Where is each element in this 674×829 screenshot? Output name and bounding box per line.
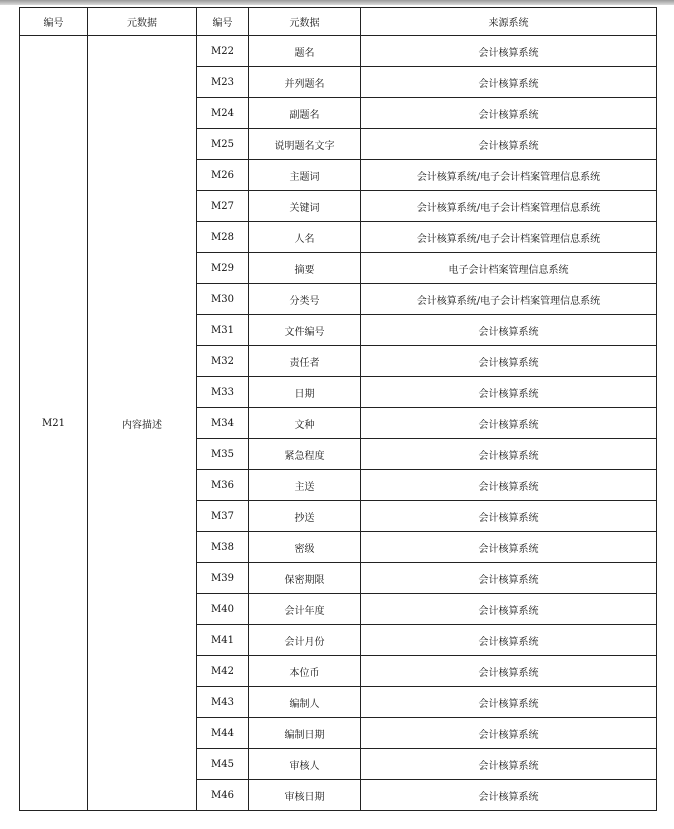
row-source-cell: 会计核算系统 <box>361 656 657 687</box>
row-source-cell: 电子会计档案管理信息系统 <box>361 253 657 284</box>
row-code-cell: M35 <box>197 439 249 470</box>
row-code-cell: M22 <box>197 36 249 67</box>
row-name-cell: 文件编号 <box>249 315 361 346</box>
row-code-cell: M34 <box>197 408 249 439</box>
row-source-cell: 会计核算系统 <box>361 501 657 532</box>
row-source-cell: 会计核算系统 <box>361 377 657 408</box>
row-name-cell: 摘要 <box>249 253 361 284</box>
row-code-cell: M29 <box>197 253 249 284</box>
row-name-cell: 主送 <box>249 470 361 501</box>
header-code: 编号 <box>20 8 88 36</box>
row-code-cell: M30 <box>197 284 249 315</box>
row-source-cell: 会计核算系统 <box>361 563 657 594</box>
row-source-cell: 会计核算系统/电子会计档案管理信息系统 <box>361 284 657 315</box>
row-name-cell: 主题词 <box>249 160 361 191</box>
row-code-cell: M45 <box>197 749 249 780</box>
row-source-cell: 会计核算系统 <box>361 98 657 129</box>
row-code-cell: M24 <box>197 98 249 129</box>
row-name-cell: 说明题名文字 <box>249 129 361 160</box>
row-name-cell: 本位币 <box>249 656 361 687</box>
row-name-cell: 文种 <box>249 408 361 439</box>
row-name-cell: 并列题名 <box>249 67 361 98</box>
row-name-cell: 分类号 <box>249 284 361 315</box>
group-code-cell: M21 <box>20 36 88 811</box>
row-code-cell: M33 <box>197 377 249 408</box>
header-source-system: 来源系统 <box>361 8 657 36</box>
row-code-cell: M36 <box>197 470 249 501</box>
row-code-cell: M28 <box>197 222 249 253</box>
header-sub-code: 编号 <box>197 8 249 36</box>
row-source-cell: 会计核算系统/电子会计档案管理信息系统 <box>361 160 657 191</box>
row-name-cell: 编制日期 <box>249 718 361 749</box>
row-name-cell: 日期 <box>249 377 361 408</box>
row-name-cell: 编制人 <box>249 687 361 718</box>
row-name-cell: 抄送 <box>249 501 361 532</box>
row-code-cell: M39 <box>197 563 249 594</box>
row-name-cell: 会计年度 <box>249 594 361 625</box>
row-code-cell: M23 <box>197 67 249 98</box>
header-sub-metadata: 元数据 <box>249 8 361 36</box>
row-code-cell: M43 <box>197 687 249 718</box>
row-code-cell: M41 <box>197 625 249 656</box>
row-source-cell: 会计核算系统 <box>361 749 657 780</box>
table-body <box>20 36 657 811</box>
row-name-cell: 副题名 <box>249 98 361 129</box>
row-name-cell: 责任者 <box>249 346 361 377</box>
row-source-cell: 会计核算系统 <box>361 718 657 749</box>
row-name-cell: 题名 <box>249 36 361 67</box>
row-name-cell: 审核人 <box>249 749 361 780</box>
table-row <box>20 36 657 67</box>
row-source-cell: 会计核算系统 <box>361 625 657 656</box>
row-source-cell: 会计核算系统 <box>361 408 657 439</box>
row-name-cell: 人名 <box>249 222 361 253</box>
row-source-cell: 会计核算系统 <box>361 67 657 98</box>
row-name-cell: 关键词 <box>249 191 361 222</box>
row-source-cell: 会计核算系统 <box>361 36 657 67</box>
row-code-cell: M38 <box>197 532 249 563</box>
row-code-cell: M40 <box>197 594 249 625</box>
group-name-cell: 内容描述 <box>88 36 197 811</box>
row-code-cell: M44 <box>197 718 249 749</box>
row-source-cell: 会计核算系统/电子会计档案管理信息系统 <box>361 191 657 222</box>
row-source-cell: 会计核算系统 <box>361 532 657 563</box>
row-code-cell: M46 <box>197 780 249 811</box>
table-header-row <box>20 8 657 36</box>
row-source-cell: 会计核算系统 <box>361 470 657 501</box>
row-source-cell: 会计核算系统 <box>361 594 657 625</box>
row-name-cell: 会计月份 <box>249 625 361 656</box>
row-code-cell: M25 <box>197 129 249 160</box>
row-source-cell: 会计核算系统/电子会计档案管理信息系统 <box>361 222 657 253</box>
row-source-cell: 会计核算系统 <box>361 687 657 718</box>
row-source-cell: 会计核算系统 <box>361 129 657 160</box>
row-code-cell: M42 <box>197 656 249 687</box>
row-code-cell: M27 <box>197 191 249 222</box>
row-name-cell: 密级 <box>249 532 361 563</box>
row-code-cell: M31 <box>197 315 249 346</box>
row-source-cell: 会计核算系统 <box>361 780 657 811</box>
row-code-cell: M37 <box>197 501 249 532</box>
row-source-cell: 会计核算系统 <box>361 315 657 346</box>
row-code-cell: M32 <box>197 346 249 377</box>
row-name-cell: 审核日期 <box>249 780 361 811</box>
row-code-cell: M26 <box>197 160 249 191</box>
page-top-edge <box>0 0 674 5</box>
row-source-cell: 会计核算系统 <box>361 439 657 470</box>
header-metadata: 元数据 <box>88 8 197 36</box>
row-name-cell: 保密期限 <box>249 563 361 594</box>
row-source-cell: 会计核算系统 <box>361 346 657 377</box>
metadata-table <box>19 7 657 811</box>
row-name-cell: 紧急程度 <box>249 439 361 470</box>
